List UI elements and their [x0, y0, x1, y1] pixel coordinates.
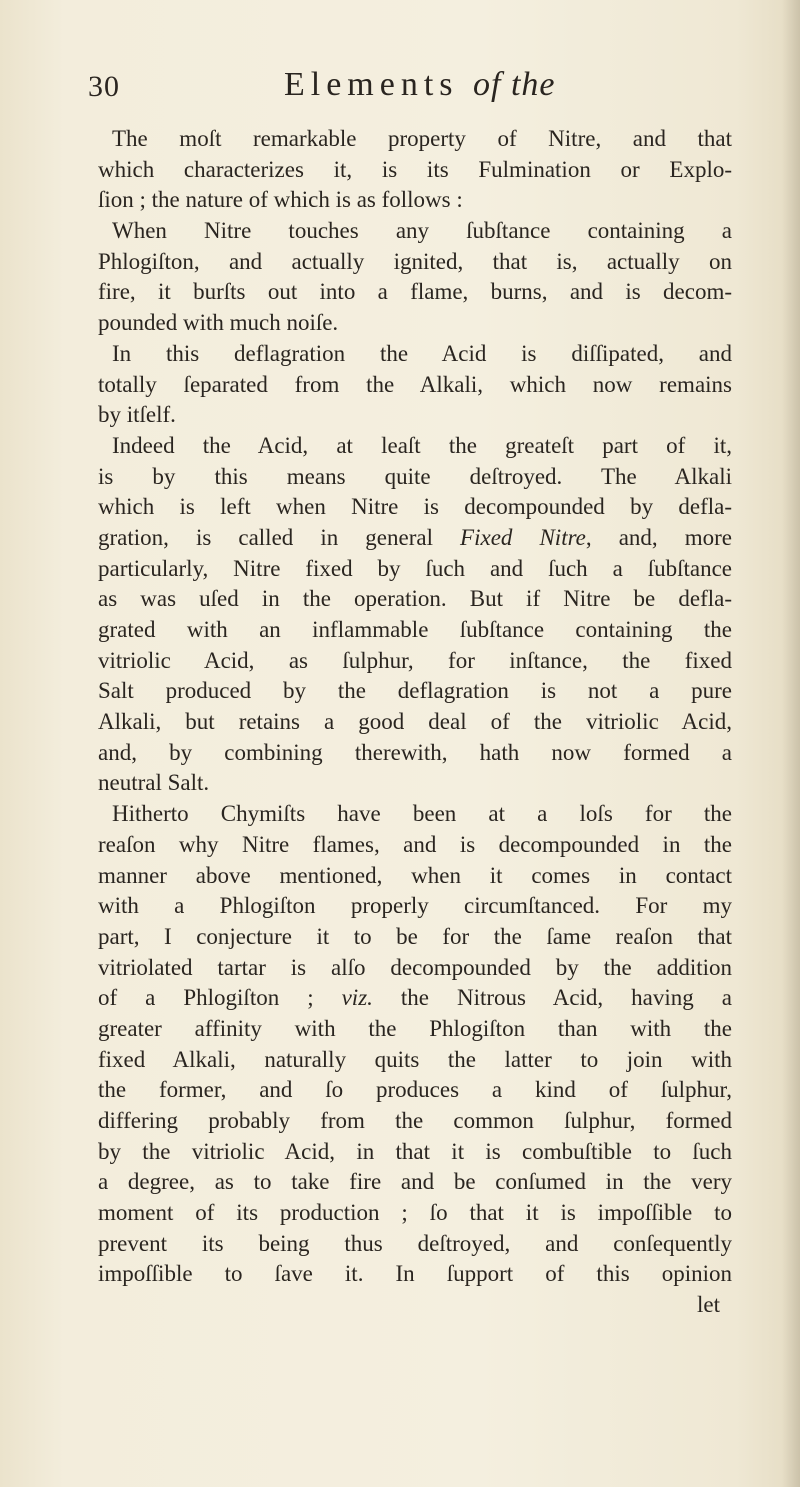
text-line: In this deflagration the Acid is diſſipated, and: [112, 340, 732, 366]
running-title-italic: of the: [473, 66, 556, 103]
text-line: greater affinity with the Phlogiſton than with the: [98, 1015, 732, 1041]
body-text: [98, 124, 732, 1321]
text-line: by the vitriolic Acid, in that it is combuſtible to ſuch: [98, 1138, 732, 1164]
text-line: by itſelf.: [98, 402, 176, 428]
text-line: and, by combining therewith, hath now formed a: [98, 739, 732, 765]
italic-term-fixed-nitre: Fixed Nitre: [460, 524, 586, 550]
page-edge-shadow: [782, 0, 800, 1487]
text-segment: of a Phlogiſton ;: [98, 985, 342, 1011]
text-line: Salt produced by the deflagration is not a pure: [98, 678, 732, 704]
text-line: Phlogiſton, and actually ignited, that is, actually on: [98, 248, 732, 274]
text-line: as was uſed in the operation. But if Nitre be defla-: [98, 586, 732, 612]
text-line: prevent its being thus deſtroyed, and conſequently: [98, 1230, 732, 1256]
text-line: impoſſible to ſave it. In ſupport of this opinion: [98, 1261, 732, 1287]
text-line: which characterizes it, is its Fulmination or Explo-: [98, 156, 732, 182]
text-line: particularly, Nitre fixed by ſuch and ſuch a ſubſtance: [98, 555, 732, 581]
text-line: totally ſeparated from the Alkali, which now remains: [98, 371, 732, 397]
text-line: When Nitre touches any ſubſtance containing a: [112, 218, 732, 244]
text-line: with a Phlogiſton properly circumſtanced. For my: [98, 893, 732, 919]
text-line: is by this means quite deſtroyed. The Alkali: [98, 463, 732, 489]
text-segment: gration, is called in general: [98, 524, 461, 550]
running-title-main: Elements: [284, 66, 459, 103]
text-line: the former, and ſo produces a kind of ſulphur,: [98, 1077, 732, 1103]
text-line: which is left when Nitre is decompounded by defla-: [98, 494, 732, 520]
text-line: pounded with much noiſe.: [98, 310, 339, 336]
text-line: Hitherto Chymiſts have been at a loſs for the: [112, 801, 732, 827]
text-line: moment of its production ; ſo that it is impoſſible to: [98, 1200, 732, 1226]
italic-term-viz: viz.: [341, 985, 373, 1011]
text-line: part, I conjecture it to be for the ſame reaſon that: [98, 923, 732, 949]
text-line: ſion ; the nature of which is as follows :: [98, 187, 463, 213]
page-number: 30: [88, 70, 120, 103]
text-line: grated with an inflammable ſubſtance containing the: [98, 617, 732, 642]
text-line: fire, it burſts out into a flame, burns, and is decom-: [98, 279, 732, 305]
text-line: reaſon why Nitre flames, and is decompounded in the: [98, 831, 732, 857]
text-line: neutral Salt.: [98, 770, 210, 796]
page-header: [88, 66, 728, 114]
text-segment: the Nitrous Acid, having a: [372, 985, 732, 1011]
running-title: [284, 66, 556, 104]
text-line: a degree, as to take fire and be conſumed in the very: [98, 1169, 732, 1195]
text-line: manner above mentioned, when it comes in contact: [98, 862, 732, 888]
text-line: vitriolic Acid, as ſulphur, for inſtance, the fixed: [98, 647, 732, 673]
text-line-with-italic: [98, 983, 732, 1014]
text-line: The moſt remarkable property of Nitre, and that: [112, 126, 732, 151]
text-line-with-italic: [98, 523, 732, 554]
text-segment: , and, more: [585, 524, 733, 550]
text-line: vitriolated tartar is alſo decompounded by the addition: [98, 954, 732, 980]
text-line: Alkali, but retains a good deal of the vitriolic Acid,: [98, 709, 732, 735]
catchword: let: [697, 1292, 720, 1318]
text-line: differing probably from the common ſulphur, formed: [98, 1108, 732, 1133]
text-line: fixed Alkali, naturally quits the latter to join with: [98, 1046, 732, 1072]
text-line: Indeed the Acid, at leaſt the greateſt part of it,: [112, 432, 732, 458]
